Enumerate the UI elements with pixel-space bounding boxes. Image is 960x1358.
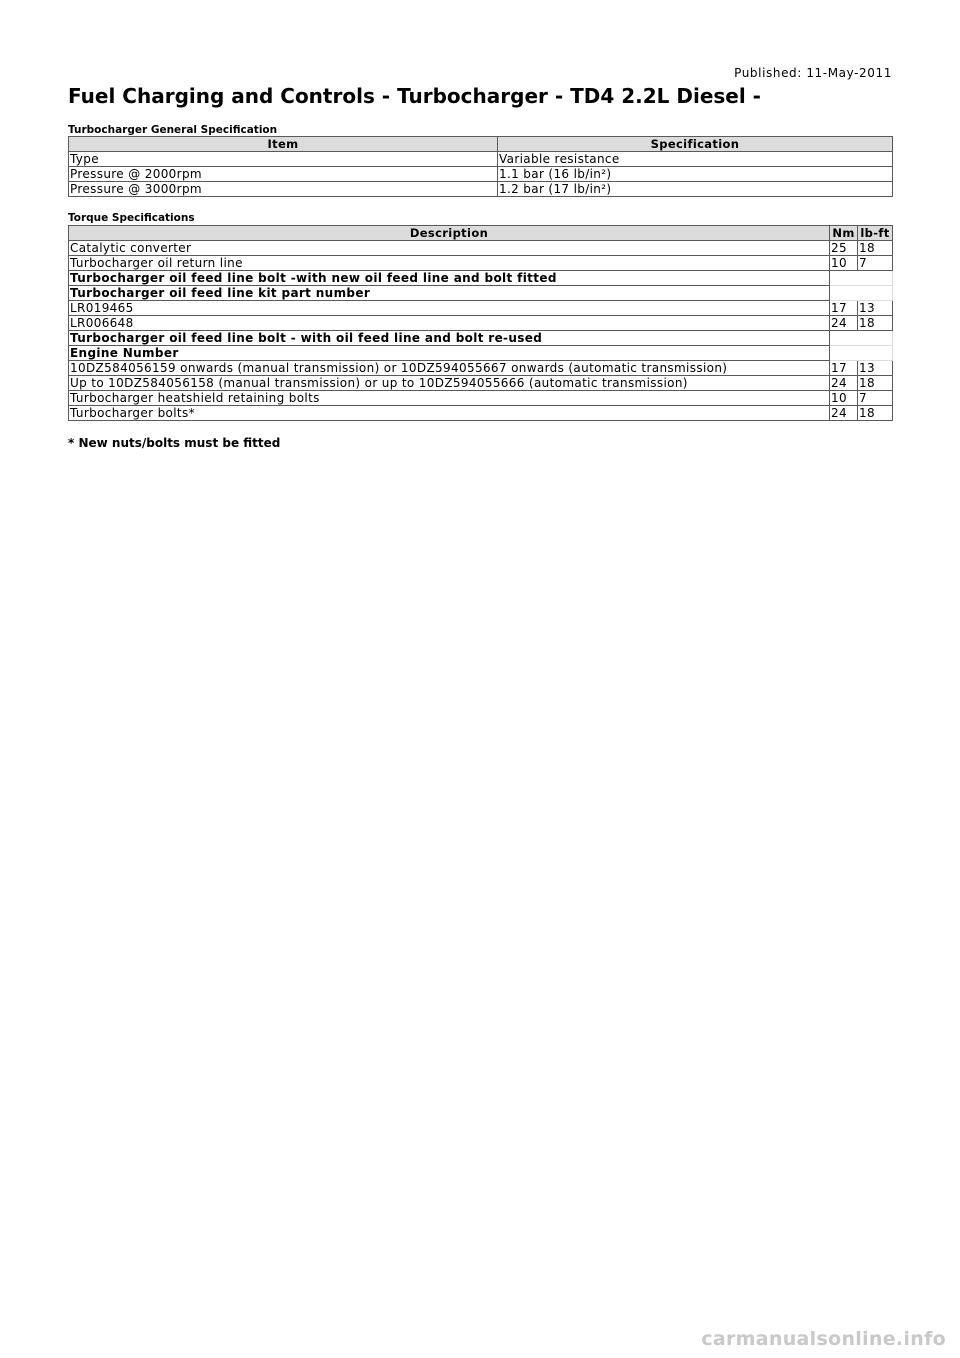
column-header-specification: Specification (498, 137, 893, 152)
empty-cell (830, 271, 893, 286)
nm-cell: 24 (830, 406, 858, 421)
empty-cell (830, 346, 893, 361)
column-header-nm: Nm (830, 226, 858, 241)
table-row (69, 241, 893, 256)
lbft-cell: 18 (858, 241, 893, 256)
lbft-cell: 18 (858, 406, 893, 421)
description-cell: LR019465 (69, 301, 830, 316)
description-cell: Turbocharger oil feed line bolt -with new oil feed line and bolt fitted (69, 271, 830, 286)
description-cell: Engine Number (69, 346, 830, 361)
spec-cell: Variable resistance (498, 152, 893, 167)
watermark-text[interactable]: carmanualsonline.info (701, 1328, 946, 1350)
table-row (69, 256, 893, 271)
nm-cell: 17 (830, 301, 858, 316)
description-cell: Turbocharger bolts* (69, 406, 830, 421)
column-header-item: Item (69, 137, 498, 152)
table-row (69, 316, 893, 331)
table-row (69, 391, 893, 406)
torque-spec-title: Torque Specifications (68, 212, 195, 224)
item-cell: Pressure @ 2000rpm (69, 167, 498, 182)
empty-cell (830, 331, 893, 346)
lbft-cell: 18 (858, 316, 893, 331)
description-cell: LR006648 (69, 316, 830, 331)
nm-cell: 10 (830, 256, 858, 271)
column-header-description: Description (69, 226, 830, 241)
table-row (69, 376, 893, 391)
column-header-lbft: lb-ft (858, 226, 893, 241)
item-cell: Type (69, 152, 498, 167)
description-cell: 10DZ584056159 onwards (manual transmission) or 10DZ594055667 onwards (automatic transmission) (69, 361, 830, 376)
table-row (69, 182, 893, 197)
spec-cell: 1.2 bar (17 lb/in²) (498, 182, 893, 197)
item-cell: Pressure @ 3000rpm (69, 182, 498, 197)
table-row (69, 271, 893, 286)
nm-cell: 24 (830, 316, 858, 331)
nm-cell: 25 (830, 241, 858, 256)
lbft-cell: 13 (858, 301, 893, 316)
lbft-cell: 13 (858, 361, 893, 376)
description-cell: Turbocharger heatshield retaining bolts (69, 391, 830, 406)
table-row (69, 361, 893, 376)
lbft-cell: 7 (858, 391, 893, 406)
table-row (69, 346, 893, 361)
description-cell: Up to 10DZ584056158 (manual transmission) or up to 10DZ594055666 (automatic transmission) (69, 376, 830, 391)
table-row (69, 286, 893, 301)
table-row (69, 301, 893, 316)
table-header-row (69, 226, 893, 241)
description-cell: Catalytic converter (69, 241, 830, 256)
description-cell: Turbocharger oil feed line kit part number (69, 286, 830, 301)
general-spec-table (68, 136, 893, 197)
lbft-cell: 7 (858, 256, 893, 271)
page-title: Fuel Charging and Controls - Turbocharger - TD4 2.2L Diesel - (68, 84, 761, 108)
spec-cell: 1.1 bar (16 lb/in²) (498, 167, 893, 182)
published-date: Published: 11-May-2011 (734, 66, 892, 80)
lbft-cell: 18 (858, 376, 893, 391)
table-row (69, 167, 893, 182)
nm-cell: 10 (830, 391, 858, 406)
table-row (69, 331, 893, 346)
nm-cell: 17 (830, 361, 858, 376)
torque-spec-table (68, 225, 893, 421)
table-row (69, 152, 893, 167)
empty-cell (830, 286, 893, 301)
general-spec-title: Turbocharger General Specification (68, 124, 278, 136)
footnote: * New nuts/bolts must be fitted (68, 436, 281, 450)
description-cell: Turbocharger oil feed line bolt - with oil feed line and bolt re-used (69, 331, 830, 346)
description-cell: Turbocharger oil return line (69, 256, 830, 271)
nm-cell: 24 (830, 376, 858, 391)
table-row (69, 406, 893, 421)
table-header-row (69, 137, 893, 152)
